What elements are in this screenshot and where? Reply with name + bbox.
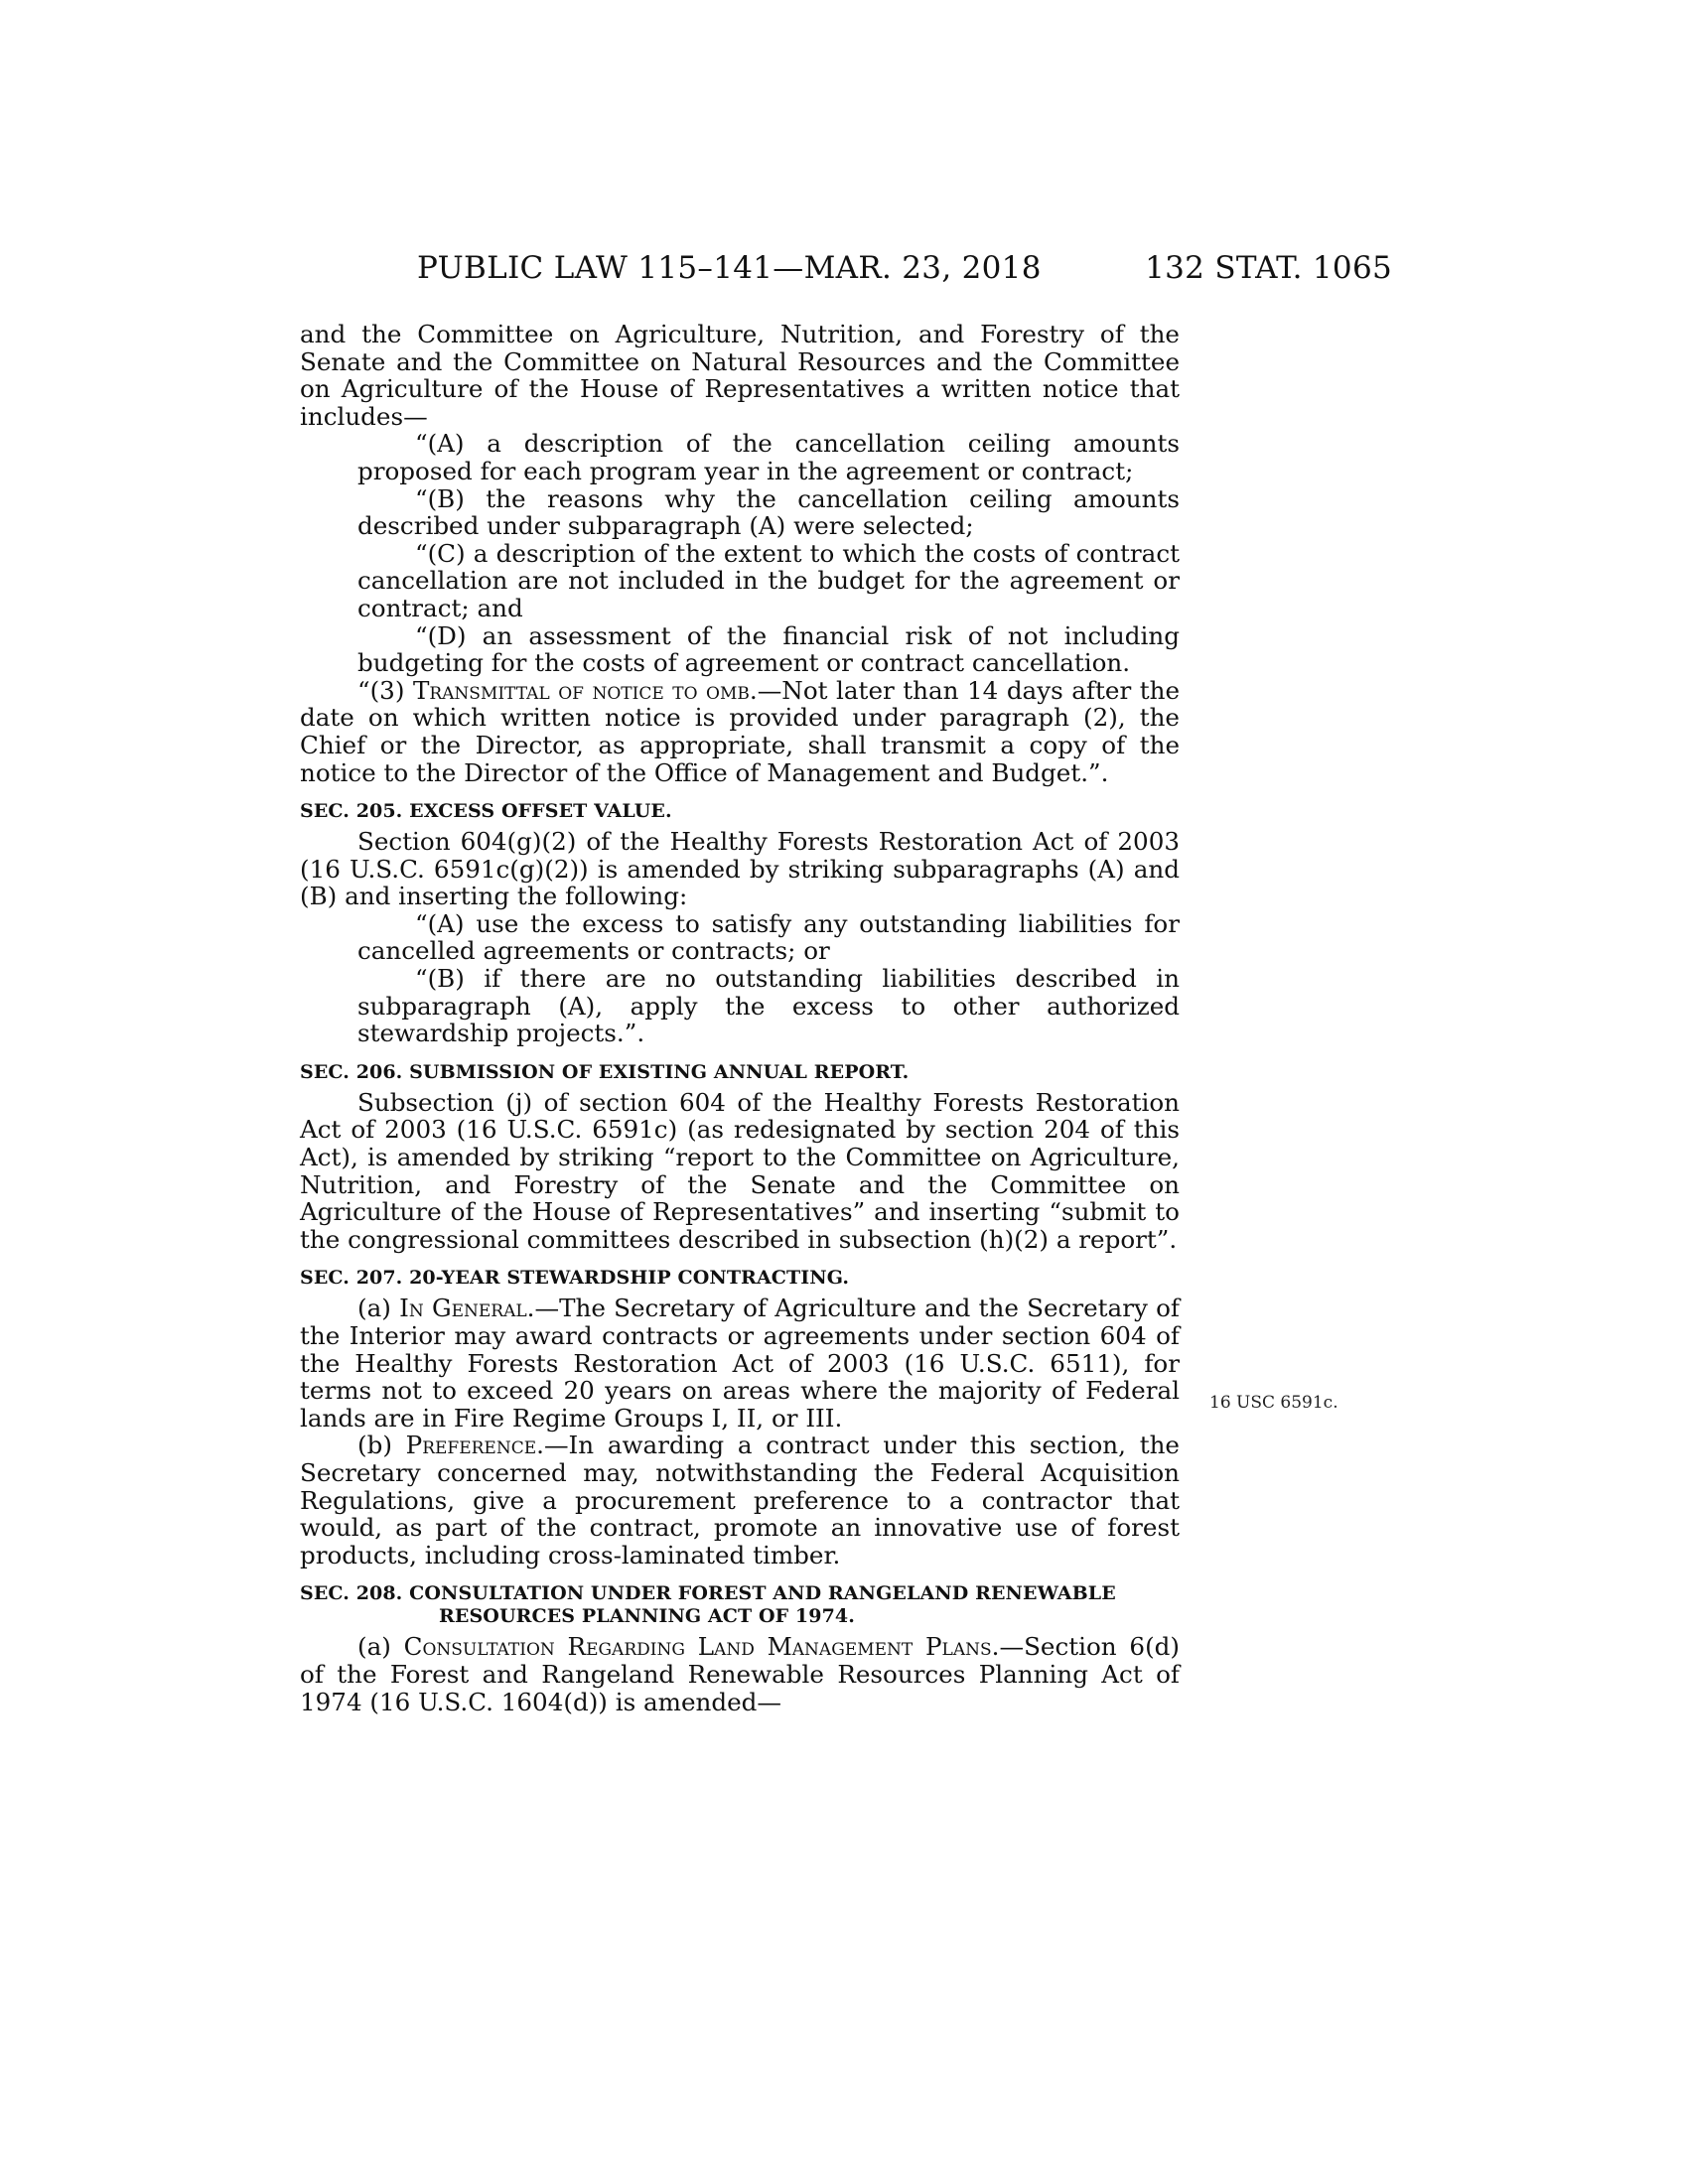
para-text: .—Not later than 14 days after the date on which written notice is provided under paragraph (2), the Chief or the Director, as appropriate, shall transmit a copy of the notice to the Director of the Office of Management and Budget.”.: [300, 675, 1181, 787]
subparagraph-a: “(A) a description of the cancellation ceiling amounts proposed for each program year in the agreement or contract;: [357, 429, 1180, 485]
section-heading-205: SEC. 205. EXCESS OFFSET VALUE.: [300, 800, 672, 823]
section-205-sub-b: “(B) if there are no outstanding liabilities described in subparagraph (A), apply the excess to other authorized stewardship projects.”.: [357, 964, 1180, 1048]
section-208-a: [300, 1633, 1180, 1715]
header-page-number: 132 STAT. 1065: [1145, 250, 1392, 286]
paragraph-3-transmittal: [300, 677, 1180, 786]
section-206-text: Subsection (j) of section 604 of the Healthy Forests Restoration Act of 2003 (16 U.S.C. 6591c) (as redesignated by section 204 of this Act), is amended by striking “report to the Committee on Agriculture, Nutrition, and Forestry of the Senate and the Committee on Agriculture of the House of Representatives” and inserting “submit to the congressional committees described in subsection (h)(2) a report”.: [300, 1087, 1180, 1254]
subparagraph-c: “(C) a description of the extent to which the costs of contract cancellation are not included in the budget for the agreement or contract; and: [357, 538, 1180, 622]
para-heading: In General: [399, 1294, 527, 1323]
document-body: [300, 321, 1180, 1715]
subparagraph-d: “(D) an assessment of the financial risk of not including budgeting for the costs of agreement or contract cancellation.: [357, 620, 1180, 678]
subparagraph-b: “(B) the reasons why the cancellation ceiling amounts described under subparagraph (A) were selected;: [357, 483, 1180, 541]
para-text: .—Section 6(d) of the Forest and Rangeland Renewable Resources Planning Act of 1974 (16 U.S.C. 1604(d)) is amended—: [300, 1632, 1180, 1716]
section-207-b: [300, 1432, 1180, 1569]
para-lead: (a): [357, 1294, 400, 1323]
margin-citation: 16 USC 6591c.: [1209, 1393, 1338, 1413]
running-header: [300, 250, 1392, 290]
para-text: .—The Secretary of Agriculture and the Secretary of the Interior may award contracts or agreements under section 604 of the Healthy Forests Restoration Act of 2003 (16 U.S.C. 6511), for terms not to exceed 20 years on areas where the majority of Federal lands are in Fire Regime Groups I, II, or III.: [300, 1294, 1181, 1433]
section-heading-208: SEC. 208. CONSULTATION UNDER FOREST AND RANGELAND RENEWABLE RESOURCES PLANNING ACT OF 1974.: [300, 1582, 1116, 1628]
section-heading-207: SEC. 207. 20-YEAR STEWARDSHIP CONTRACTING.: [300, 1267, 850, 1290]
section-207-a: [300, 1295, 1180, 1432]
para-lead: (a): [357, 1632, 404, 1662]
para-heading: Preference: [405, 1431, 537, 1460]
section-heading-206: SEC. 206. SUBMISSION OF EXISTING ANNUAL REPORT.: [300, 1060, 910, 1083]
para-lead: “(3): [357, 675, 413, 705]
para-lead: (b): [357, 1431, 406, 1460]
para-heading: Consultation Regarding Land Management Plans: [403, 1632, 992, 1662]
section-205-sub-a: “(A) use the excess to satisfy any outstanding liabilities for cancelled agreements or contracts; or: [357, 908, 1180, 966]
header-title: PUBLIC LAW 115–141—MAR. 23, 2018: [417, 250, 1042, 286]
continued-paragraph: and the Committee on Agriculture, Nutrition, and Forestry of the Senate and the Committee on Natural Resources and the Committee on Agriculture of the House of Representatives a written notice that includes—: [300, 320, 1180, 431]
section-205-text: Section 604(g)(2) of the Healthy Forests Restoration Act of 2003 (16 U.S.C. 6591c(g)(2)) is amended by striking subparagraphs (A) and (B) and inserting the following:: [300, 827, 1180, 911]
para-heading: Transmittal of notice to omb: [412, 675, 750, 705]
para-text: .—In awarding a contract under this section, the Secretary concerned may, notwithstanding the Federal Acquisition Regulations, give a procurement preference to a contractor that would, as part of the contract, promote an innovative use of forest products, including cross-laminated timber.: [300, 1431, 1180, 1570]
